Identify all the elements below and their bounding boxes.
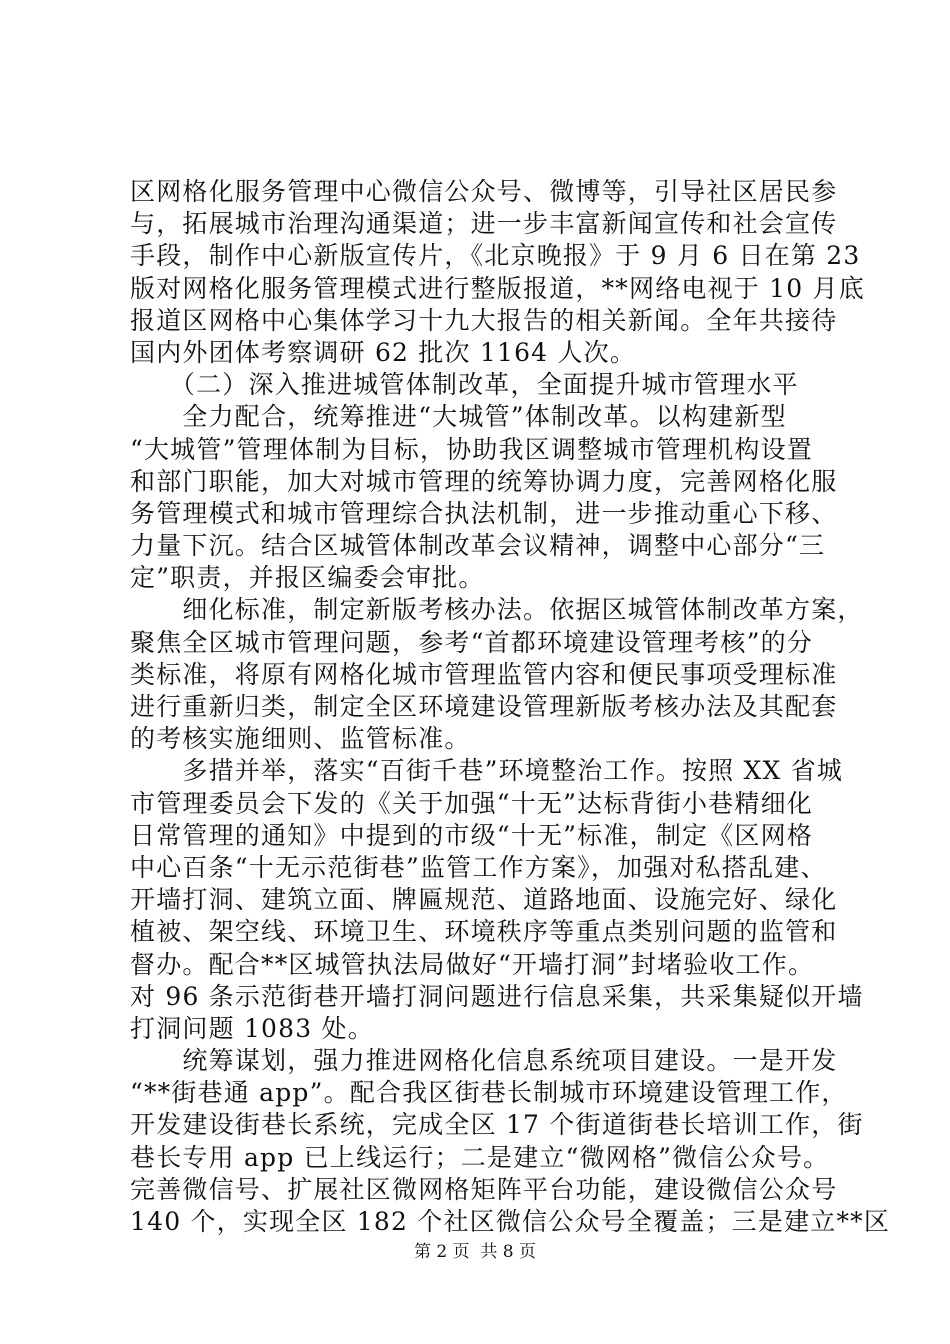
text-line: 中心百条“十无示范街巷”监管工作方案》，加强对私搭乱建、 [130, 852, 827, 882]
text-line: 开墙打洞、建筑立面、牌匾规范、道路地面、设施完好、绿化 [130, 885, 838, 915]
text-line: 聚焦全区城市管理问题，参考“首都环境建设管理考核”的分 [130, 627, 813, 657]
document-body [130, 176, 891, 1238]
text-line: “大城管”管理体制为目标，协助我区调整城市管理机构设置 [130, 434, 813, 464]
text-line: 版对网格化服务管理模式进行整版报道，**网络电视于 10 月底 [130, 273, 865, 303]
text-line: 国内外团体考察调研 62 批次 1164 人次。 [130, 337, 637, 367]
text-line: 手段，制作中心新版宣传片，《北京晚报》于 9 月 6 日在第 23 [130, 241, 861, 271]
text-line: 植被、架空线、环境卫生、环境秩序等重点类别问题的监管和 [130, 917, 838, 947]
text-line: 报道区网格中心集体学习十九大报告的相关新闻。全年共接待 [130, 305, 838, 335]
text-line: 日常管理的通知》中提到的市级“十无”标准，制定《区网格 [130, 820, 813, 850]
text-line: 全力配合，统筹推进“大城管”体制改革。以构建新型 [130, 402, 787, 432]
text-line: 进行重新归类，制定全区环境建设管理新版考核办法及其配套 [130, 692, 838, 721]
text-line: 多措并举，落实“百街千巷”环境整治工作。按照 XX 省城 [130, 756, 844, 786]
text-line: 务管理模式和城市管理综合执法机制，进一步推动重心下移、 [130, 498, 838, 528]
text-line: 与，拓展城市治理沟通渠道；进一步丰富新闻宣传和社会宣传 [130, 209, 838, 239]
text-line: 细化标准，制定新版考核办法。依据区城管体制改革方案， [130, 595, 864, 625]
text-line: 类标准，将原有网格化城市管理监管内容和便民事项受理标准 [130, 659, 838, 689]
text-line: 督办。配合**区城管执法局做好“开墙打洞”封堵验收工作。 [130, 949, 815, 979]
page-footer: 第 2 页 共 8 页 [413, 1242, 537, 1262]
text-line: “**街巷通 app”。配合我区街巷长制城市环境建设管理工作， [130, 1078, 848, 1108]
text-line: 和部门职能，加大对城市管理的统筹协调力度，完善网格化服 [130, 466, 838, 496]
text-line: 定”职责，并报区编委会审批。 [130, 563, 485, 593]
text-line: 的考核实施细则、监管标准。 [130, 724, 471, 754]
text-line: 力量下沉。结合区城管体制改革会议精神，调整中心部分“三 [130, 531, 826, 561]
text-line: 区网格化服务管理中心微信公众号、微博等，引导社区居民参 [130, 177, 838, 206]
text-line: 统筹谋划，强力推进网格化信息系统项目建设。一是开发 [130, 1046, 838, 1076]
text-line: （二）深入推进城管体制改革，全面提升城市管理水平 [130, 370, 799, 400]
text-line: 巷长专用 app 已上线运行；二是建立“微网格”微信公众号。 [130, 1142, 830, 1172]
text-line: 打洞问题 1083 处。 [130, 1013, 374, 1043]
text-line: 对 96 条示范街巷开墙打洞问题进行信息采集，共采集疑似开墙 [130, 981, 864, 1011]
text-line: 完善微信号、扩展社区微网格矩阵平台功能，建设微信公众号 [130, 1174, 838, 1204]
text-line: 开发建设街巷长系统，完成全区 17 个街道街巷长培训工作，街 [130, 1110, 864, 1140]
text-line: 市管理委员会下发的《关于加强“十无”达标背街小巷精细化 [130, 788, 813, 818]
text-line: 140 个，实现全区 182 个社区微信公众号全覆盖；三是建立**区 [130, 1207, 891, 1236]
